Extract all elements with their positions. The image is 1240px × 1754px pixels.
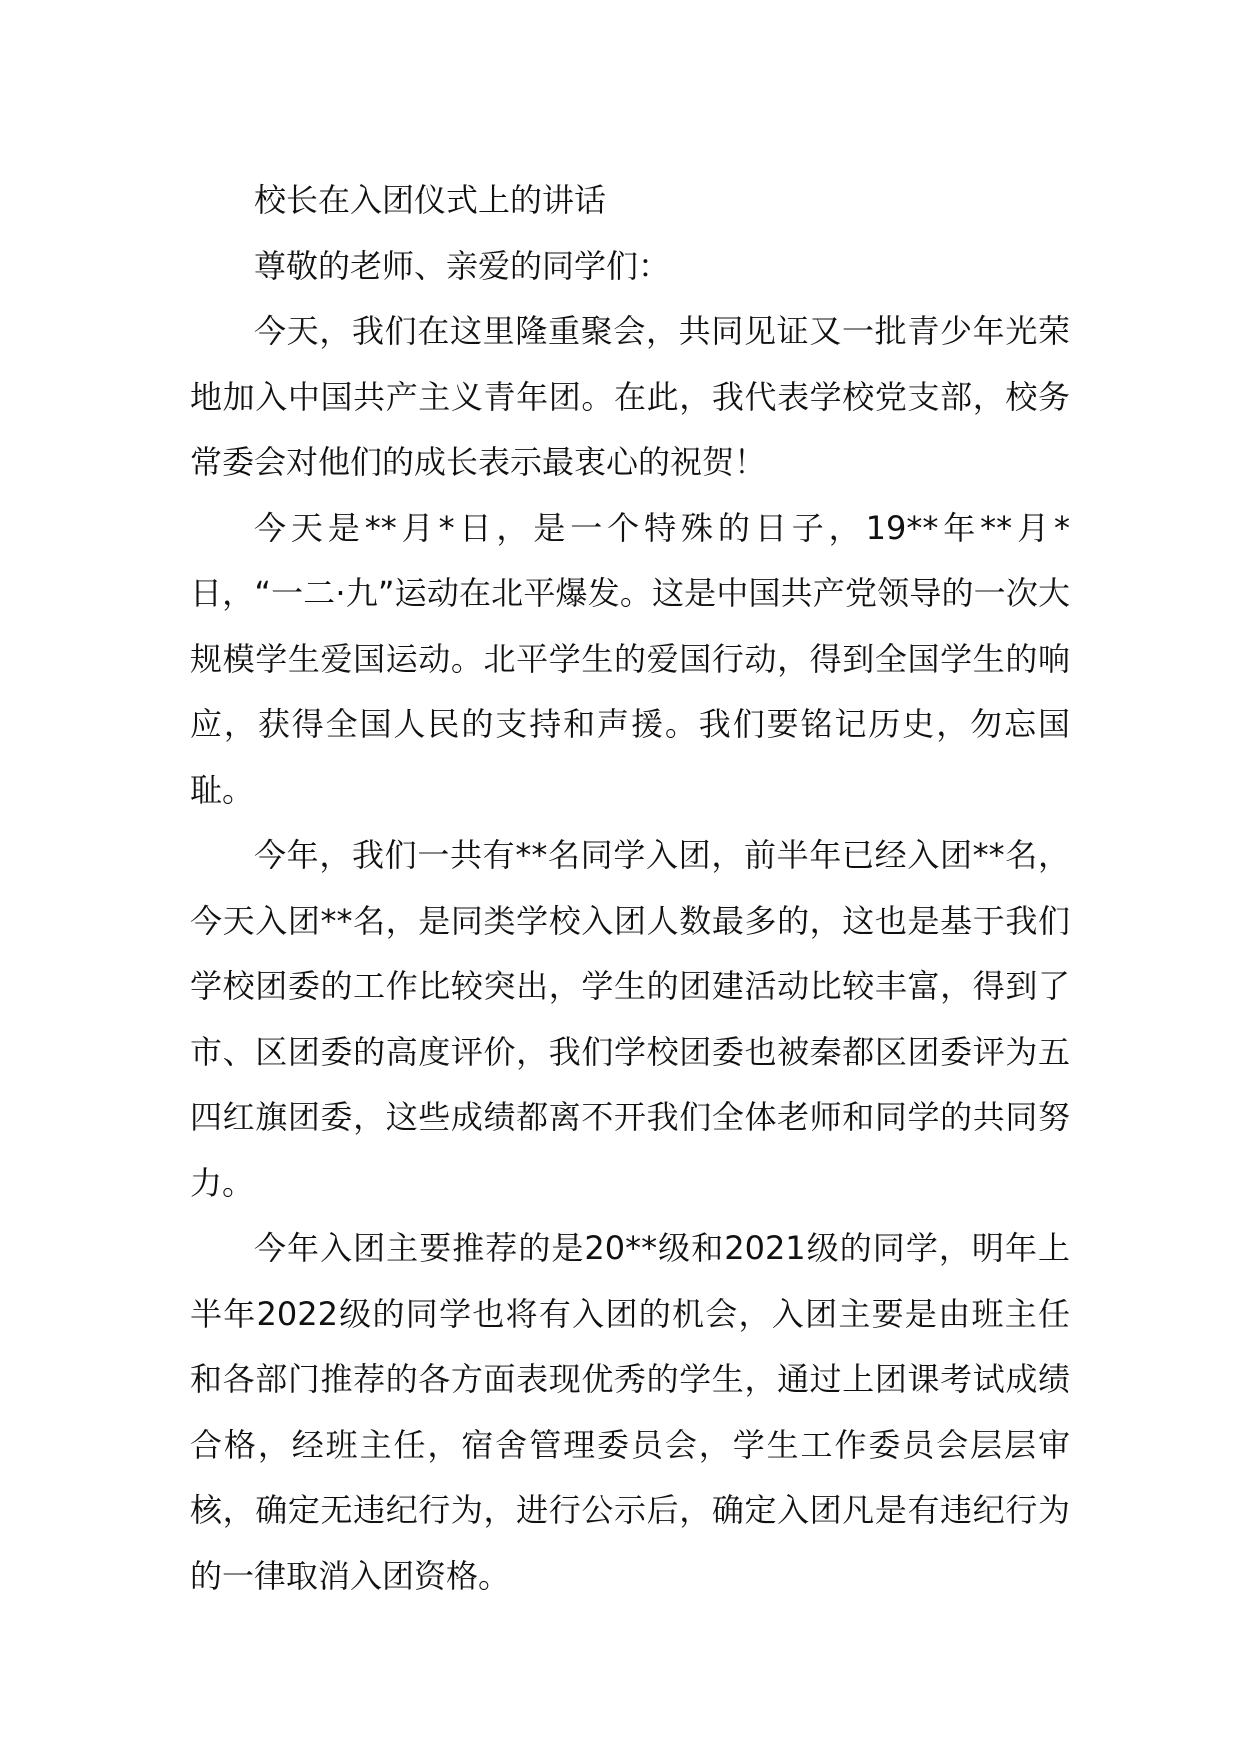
paragraph-2: 今天是**月*日，是一个特殊的日子，19**年**月*日，“一二·九”运动在北平爆发。这是中国共产党领导的一次大规模学生爱国运动。北平学生的爱国行动，得到全国学生的响应，获得全国人民的支持和声援。我们要铭记历史，勿忘国耻。 (190, 508, 1070, 809)
document-body (190, 168, 1070, 1609)
paragraph-3: 今年，我们一共有**名同学入团，前半年已经入团**名，今天入团**名，是同类学校入团人数最多的，这也是基于我们学校团委的工作比较突出，学生的团建活动比较丰富，得到了市、区团委的高度评价，我们学校团委也被秦都区团委评为五四红旗团委，这些成绩都离不开我们全体老师和同学的共同努力。 (190, 836, 1070, 1202)
salutation: 尊敬的老师、亲爱的同学们： (254, 246, 671, 285)
paragraph-1: 今天，我们在这里隆重聚会，共同见证又一批青少年光荣地加入中国共产主义青年团。在此，我代表学校党支部，校务常委会对他们的成长表示最衷心的祝贺！ (190, 312, 1070, 481)
document-title: 校长在入团仪式上的讲话 (254, 181, 607, 219)
paragraph-4: 今年入团主要推荐的是20**级和2021级的同学，明年上半年2022级的同学也将有入团的机会，入团主要是由班主任和各部门推荐的各方面表现优秀的学生，通过上团课考试成绩合格，经班主任，宿舍管理委员会，学生工作委员会层层审核，确定无违纪行为，进行公示后，确定入团凡是有违纪行为的一律取消入团资格。 (190, 1229, 1070, 1595)
